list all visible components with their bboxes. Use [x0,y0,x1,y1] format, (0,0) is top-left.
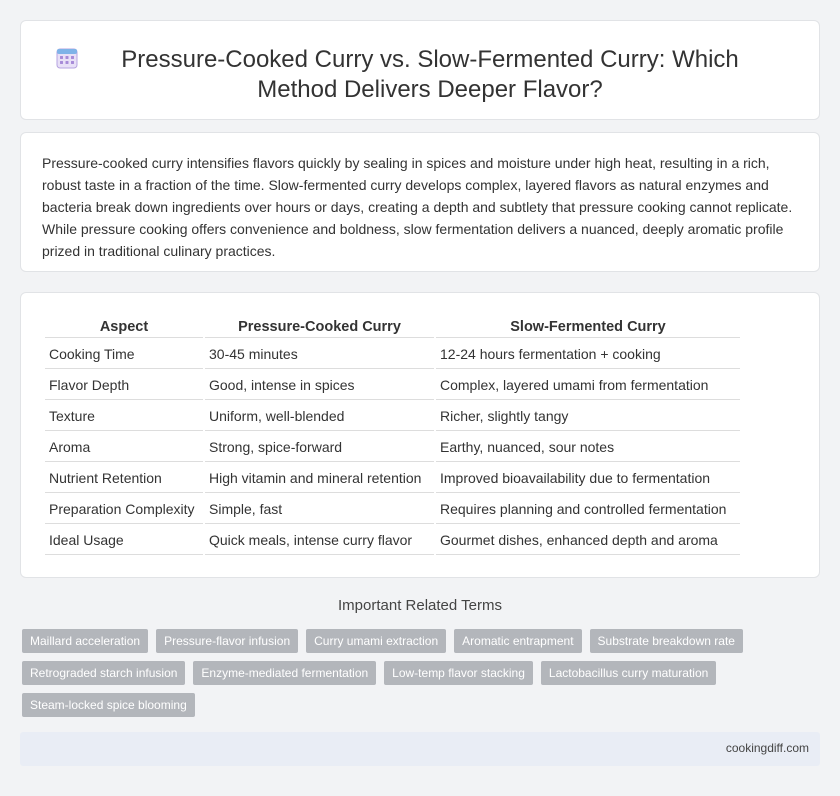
footer [20,732,820,766]
table-row [45,402,740,431]
tag-link[interactable]: Curry umami extraction [306,629,446,653]
title-card [20,20,820,120]
table-cell: Strong, spice-forward [205,433,434,462]
table-row [45,433,740,462]
table-cell: High vitamin and mineral retention [205,464,434,493]
table-cell: Uniform, well-blended [205,402,434,431]
table-cell: Gourmet dishes, enhanced depth and aroma [436,526,740,555]
tag-link[interactable]: Substrate breakdown rate [590,629,743,653]
table-cell: Ideal Usage [45,526,203,555]
page-title: Pressure-Cooked Curry vs. Slow-Fermented Curry: Which Method Delivers Deeper Flavor? [121,46,739,103]
table-cell: Nutrient Retention [45,464,203,493]
table-cell: Improved bioavailability due to fermentation [436,464,740,493]
table-cell: Aroma [45,433,203,462]
table-cell: Complex, layered umami from fermentation [436,371,740,400]
table-row [45,495,740,524]
intro-card [20,132,820,272]
intro-paragraph: Pressure-cooked curry intensifies flavors quickly by sealing in spices and moisture under high heat, resulting in a rich, robust taste in a fraction of the time. Slow-fermented curry develops complex, layered flavors as natural enzymes and bacteria break down ingredients over hours or days, creating a depth and subtlety that pressure cooking cannot replicate. While pressure cooking offers convenience and boldness, slow fermentation delivers a nuanced, deeply aromatic profile prized in traditional culinary practices. [42,155,793,259]
tag-link[interactable]: Retrograded starch infusion [22,661,185,685]
tag-link[interactable]: Maillard acceleration [22,629,148,653]
related-terms-heading: Important Related Terms [338,597,502,614]
table-header-row [45,317,740,338]
table-cell: 30-45 minutes [205,340,434,369]
table-cell: Quick meals, intense curry flavor [205,526,434,555]
table-cell: Preparation Complexity [45,495,203,524]
header-slow-fermented: Slow-Fermented Curry [436,317,740,338]
table-cell: Good, intense in spices [205,371,434,400]
tag-link[interactable]: Low-temp flavor stacking [384,661,533,685]
tag-link[interactable]: Lactobacillus curry maturation [541,661,716,685]
tag-link[interactable]: Enzyme-mediated fermentation [193,661,376,685]
table-row [45,464,740,493]
table-cell: 12-24 hours fermentation + cooking [436,340,740,369]
table-cell: Flavor Depth [45,371,203,400]
related-terms-list [22,629,802,717]
table-cell: Earthy, nuanced, sour notes [436,433,740,462]
comparison-table [43,315,742,557]
table-cell: Simple, fast [205,495,434,524]
table-row [45,340,740,369]
footer-site-link[interactable]: cookingdiff.com [725,741,809,755]
table-cell: Texture [45,402,203,431]
table-cell: Cooking Time [45,340,203,369]
header-aspect: Aspect [45,317,203,338]
table-row [45,371,740,400]
table-cell: Requires planning and controlled fermentation [436,495,740,524]
tag-link[interactable]: Pressure-flavor infusion [156,629,298,653]
comparison-card [20,292,820,578]
table-cell: Richer, slightly tangy [436,402,740,431]
tag-link[interactable]: Steam-locked spice blooming [22,693,195,717]
table-row [45,526,740,555]
tag-link[interactable]: Aromatic entrapment [454,629,581,653]
header-pressure-cooked: Pressure-Cooked Curry [205,317,434,338]
